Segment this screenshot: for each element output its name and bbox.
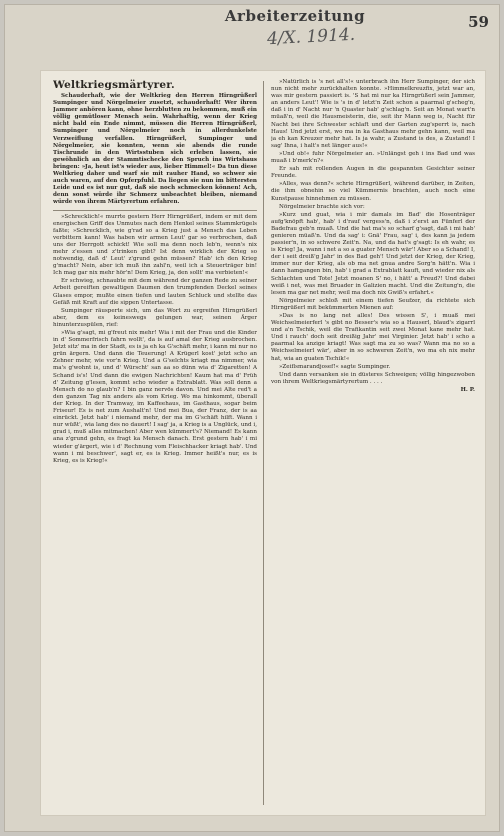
article-paragraph: »Zeiflsmarandjosef!« sagte Sumpinger.: [279, 363, 391, 370]
article-signature: H. P.: [460, 386, 475, 393]
newspaper-name: Arbeiterzeitung: [224, 7, 366, 25]
newspaper-clipping: [41, 71, 485, 815]
article-paragraph: Nörgelmeier brachte sich vor:: [279, 203, 365, 210]
article-lead: Schauderhaft, wie der Weltkrieg den Herren Hirngrüßerl Sumpinger und Nörgelmeier zusetzt, schauderhaft! Wer ihren Jammer anhören kann, ohne herzblutten zu bekommen, muß ein völlig gemütloser Mensch sein. Wahrhaftig, wenn der Krieg nicht bald ein Ende nimmt, müssen die Herren Hirngrüßerl, Sumpinger und Nörgelmeier noch in allerdunkelste Verzweiflung verfallen. Hirngrüßerl, Sumpinger und Nörgelmeier, sie konnten, wenn sie abends die runde Tischrunde in den Wirtsstuben sich erleben lassen, sie gewöhnlich an der Stammtischecke den Spruch ins Wirtshaus bringen: »Ja, heut ist's wieder aus, lieber Himmel!« Da tun diese Weltkrieg daher und warf sie mit rauher Hand, so schwer sie auch waren, auf den Opferpfuhl. Da liegen sie nun im bittersten Leide und es ist nur gut, daß sie noch schmecken können! Ach, denn sonst würde ihr Schmerz unbeachtet bleiben, niemand würde von ihrem Märtyrertum erfahren.: [53, 93, 257, 206]
archive-page: [4, 4, 500, 832]
article-paragraph: »Wia g'sagt, mi g'freut nix mehr! Wia i mit der Frau und die Kinder in d' Sommerfrisch fahrn wollt', da is auf amal der Krieg ausbrochen. Jetzt sitz' ma in der Stadt, es is ja eh ka G'schäft mehr, i kann mi nur no grün ärgern. Und dann die Teuerung! A Krügerl kost' jetzt scho an Zehner mehr, wie vor'n Krieg. Und a G'selchts kriagt ma nimmer, wia ma's g'wohnt is, und d' Würscht' san aa so dünn wia d' Zigaretten! A Schand is's! Und dann die ewigen Nachrichten! Kaum hat ma d' Früh d' Zeitung g'lesen, kommt scho wieder a Extrablatt. Was soll denn a Mensch do no glaub'n? I bin ganz nervös davon. Und mei Alte red't a den ganzen Tag nix anders als vom Krieg. Wo ma hinkommt, überall der Krieg. In der Tramway, im Kaffeehaus, im Gasthaus, sogar beim Friseur! Es is net zum Aushalt'n! Und mei Bua, der Franz, der is aa einrückt. Jetzt hab' i niemand mehr, der ma im G'schäft hilft. Wann i nur wüßt', wia lang des no dauert! I sag' ja, a Krieg is a Unglück, und i, grad i, muß alles mitmachen! Aber wen kümmert's? Niemand! Es kann ana z'grund gehn, es fragt ka Mensch danach. Erst gestern hab' i mi wieder g'ärgert, wie i d' Rechnung vom Fleischhacker kriagt hab'. Und wann i mi beschwer', sagt er, es is Krieg. Immer heißt's nur, es is Krieg, es is Krieg!«: [53, 330, 257, 464]
article-title: Weltkriegsmärtyrer.: [53, 79, 175, 91]
article-paragraph: »Das is no lang net alles! Des wissen S', i muaß mei Weichselmeierferl 's gibt no Besser's wia so a Hauserl, blaud's zigarrl und a'n Tschik, weil die Trafikantin seit zwei Monat kane mehr hat. Und i rauch' doch seit dreißig Jahr' mei Virginier. Jetzt hab' i scho a paarmal ka anzige kriagt! Was sagt ma zu so was? Wann ma no so a Weichselmeierl wär', aber in so schweren Zeit'n, wo ma eh nix mehr hat, wia an guaten Tschik!«: [271, 313, 475, 362]
article-paragraph: Er sah mit rollenden Augen in die gespannten Gesichter seiner Freunde.: [271, 166, 475, 180]
article-column-left: [53, 79, 257, 805]
article-column-right: [271, 79, 475, 805]
article-paragraph: Und dann versanken sie in düsteres Schweigen; völlig hingezwoben von ihrem Weltkriegsmärtyrertum . . . .: [271, 371, 475, 385]
column-divider: [263, 81, 264, 805]
article-paragraph: »Und ob!« fuhr Nörgelmeier an. »Unlängst geh i ins Bad und was muaß i b'merk'n?«: [271, 150, 475, 165]
handwritten-date: 4/X. 1914.: [266, 24, 356, 50]
article-paragraph: Er schwieg, schnaubte mit dem während der ganzen Rede zu seiner Arbeit gereiften gewaltigen Daumen den trumpfenden Deckel seines Glases empor, mußte einen tiefen und lauten Schluck und stellte das Gefäß mit Kraft auf die sippen Untertasse.: [53, 278, 257, 306]
lead-divider: [53, 210, 257, 211]
article-paragraph: »Natürlich is 's net all's!« unterbrach ihn Herr Sumpinger, der sich nun nicht mehr zurückhalten konnte. »Himmelkreuzfix, jetzt war an, was mir gestern passiert is. 'S hat mi nur ka Hirngrüßerl sein Jammer, an anders Leut'! Wie is 's in d' letzt'n Zeit schon a paarmal g'scheg'n, daß i in d' Nacht nur 'n Quaster hab' g'schlag'n. Seit an Monat wart'n müaß'n, weil die Hausmeisterin, die, seit ihr Mann weg is, Nacht für Nacht bei ihre Schwester schlaft und der Garten zug'sperrt is, nach Haus! Und jetzt erst, wo ma in ka Gasthaus mehr gehn kann, weil ma ja eh kan Kreuzer mehr hat. Is ja wahr, a Zustand is des, a Zustand! I sag' Ihna, i halt's net länger aus!«: [271, 79, 475, 149]
article-paragraph: »Kurz und guat, wia i mir damals im Bad' die Hosenträger aufg'knöpft hab', hab' i d'rauf vergess'n, daß i z'erst an Fünferl der Badefrau geb'n muaß. Und die hat ma's so scharf g'sagt, daß i mi hab' genieren müaß'n. Und da sag' i: Gnä' Frau, sag' i, des kann ja jedem passier'n, in so schwere Zeit'n. Na, und da hat's g'sagt: Is eh wahr, es is Krieg! Ja, wann i net a so a guater Mensch wär'! Aber so a Schand! I, der i seit dreiß'g Jahr' in des Bad geh'! Und jetzt der Krieg, der Krieg, immer nur der Krieg, als ob ma net gnua andre Sorg'n hätt'n. Wia i dann hamgangen bin, hab' i grad a Extrablatt kauft, und wieder nix als Schlachten und Tote! Jetzt moanen S' no, i hätt' a Freud?! Und dabei weiß i net, was mei Bruader in Galizien macht. Und die Zeitung'n, die lesen ma gar net mehr, weil ma doch nix Gwiß's erfahrt.«: [271, 211, 475, 296]
article-paragraph: Sumpinger räusperte sich, um das Wort zu ergreifen Hirngrüßerl aber, dem es keineswegs gelungen war, seinen Ärger hinunterzuspülen, rief:: [53, 307, 257, 328]
article-paragraph: »Alles, was denn?« schrie Hirngrüßerl, während darüber, in Zeiten, die ihm obnehin so viel Kümmernis brachten, auch noch eine Kunstpause hinnehmen zu müssen.: [271, 181, 475, 202]
page-number: 59: [468, 13, 489, 31]
article-paragraph: Nörgelmeier schloß mit einem tiefen Seufzer, da richtete sich Hirngrüßerl mit bekümmerten Mienen auf:: [271, 297, 475, 311]
article-paragraph: »Schrecklich!« murrte gestern Herr Hirngrüßerl, indem er mit dem energischen Griff des Unmutes nach dem Henkel seines Stammkrügels faßte; »Schrecklich, wie g'rad so a Krieg just a Mensch das Leben verbittern kann! Was haben wir armen Leut' gar so verbrochen, daß uns der Herrgott schickt! Wie soll ma denn noch leb'n, wenn's nix mehr z'essen und z'trinken gibt? Ist denn wirklich der Krieg so notwendig, daß d' Leut' z'grund gehn müssen? Hab' ich den Krieg g'macht? Nein, aber ich muß ihn zahl'n, weil ich a Steuerträger bin! Ich mag gar nix mehr hör'n! Dem Krieg, ja, den sollt' ma verbieten!«: [53, 213, 257, 277]
